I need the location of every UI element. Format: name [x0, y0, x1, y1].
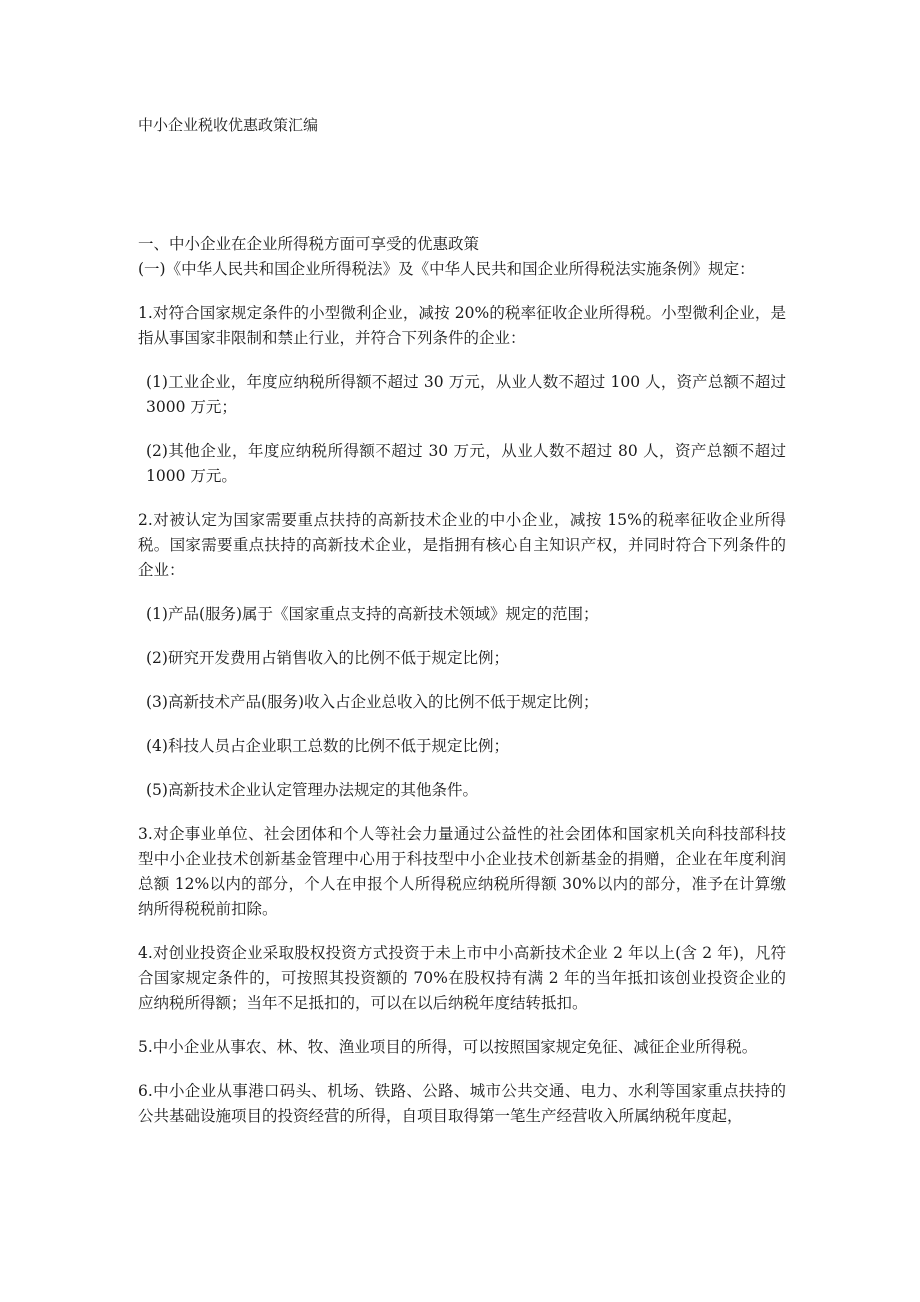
document-body — [138, 232, 786, 1129]
subsection-heading: (一)《中华人民共和国企业所得税法》及《中华人民共和国企业所得税法实施条例》规定： — [138, 260, 755, 278]
list-item: (2)其他企业，年度应纳税所得额不超过 30 万元，从业人数不超过 80 人，资产总额不超过 1000 万元。 — [146, 442, 786, 485]
paragraph-6: 6.中小企业从事港口码头、机场、铁路、公路、城市公共交通、电力、水利等国家重点扶持的公共基础设施项目的投资经营的所得，自项目取得第一笔生产经营收入所属纳税年度起， — [138, 1082, 786, 1125]
paragraph-3: 3.对企事业单位、社会团体和个人等社会力量通过公益性的社会团体和国家机关向科技部科技型中小企业技术创新基金管理中心用于科技型中小企业技术创新基金的捐赠，企业在年度利润总额 12%以内的部分，个人在申报个人所得税应纳税所得额 30%以内的部分，准予在计算缴纳所得税税前扣除。 — [138, 825, 786, 918]
list-item: (1)工业企业，年度应纳税所得额不超过 30 万元，从业人数不超过 100 人，资产总额不超过 3000 万元； — [146, 373, 786, 416]
list-item: (1)产品(服务)属于《国家重点支持的高新技术领域》规定的范围； — [146, 605, 599, 623]
list-item: (2)研究开发费用占销售收入的比例不低于规定比例； — [146, 649, 509, 667]
list-item: (4)科技人员占企业职工总数的比例不低于规定比例； — [146, 737, 509, 755]
document-title: 中小企业税收优惠政策汇编 — [138, 116, 319, 134]
paragraph-2: 2.对被认定为国家需要重点扶持的高新技术企业的中小企业，减按 15%的税率征收企业所得税。国家需要重点扶持的高新技术企业，是指拥有核心自主知识产权，并同时符合下列条件的企业： — [138, 511, 786, 579]
section-heading: 一、中小企业在企业所得税方面可享受的优惠政策 — [138, 235, 480, 253]
list-item: (5)高新技术企业认定管理办法规定的其他条件。 — [146, 781, 478, 799]
paragraph-4: 4.对创业投资企业采取股权投资方式投资于未上市中小高新技术企业 2 年以上(含 2 年)，凡符合国家规定条件的，可按照其投资额的 70%在股权持有满 2 年的当年抵扣该创业投资企业的应纳税所得额；当年不足抵扣的，可以在以后纳税年度结转抵扣。 — [138, 944, 786, 1012]
paragraph-1: 1.对符合国家规定条件的小型微利企业，减按 20%的税率征收企业所得税。小型微利企业，是指从事国家非限制和禁止行业，并符合下列条件的企业： — [138, 304, 786, 347]
paragraph-5: 5.中小企业从事农、林、牧、渔业项目的所得，可以按照国家规定免征、减征企业所得税。 — [138, 1038, 758, 1056]
list-item: (3)高新技术产品(服务)收入占企业总收入的比例不低于规定比例； — [146, 693, 599, 711]
